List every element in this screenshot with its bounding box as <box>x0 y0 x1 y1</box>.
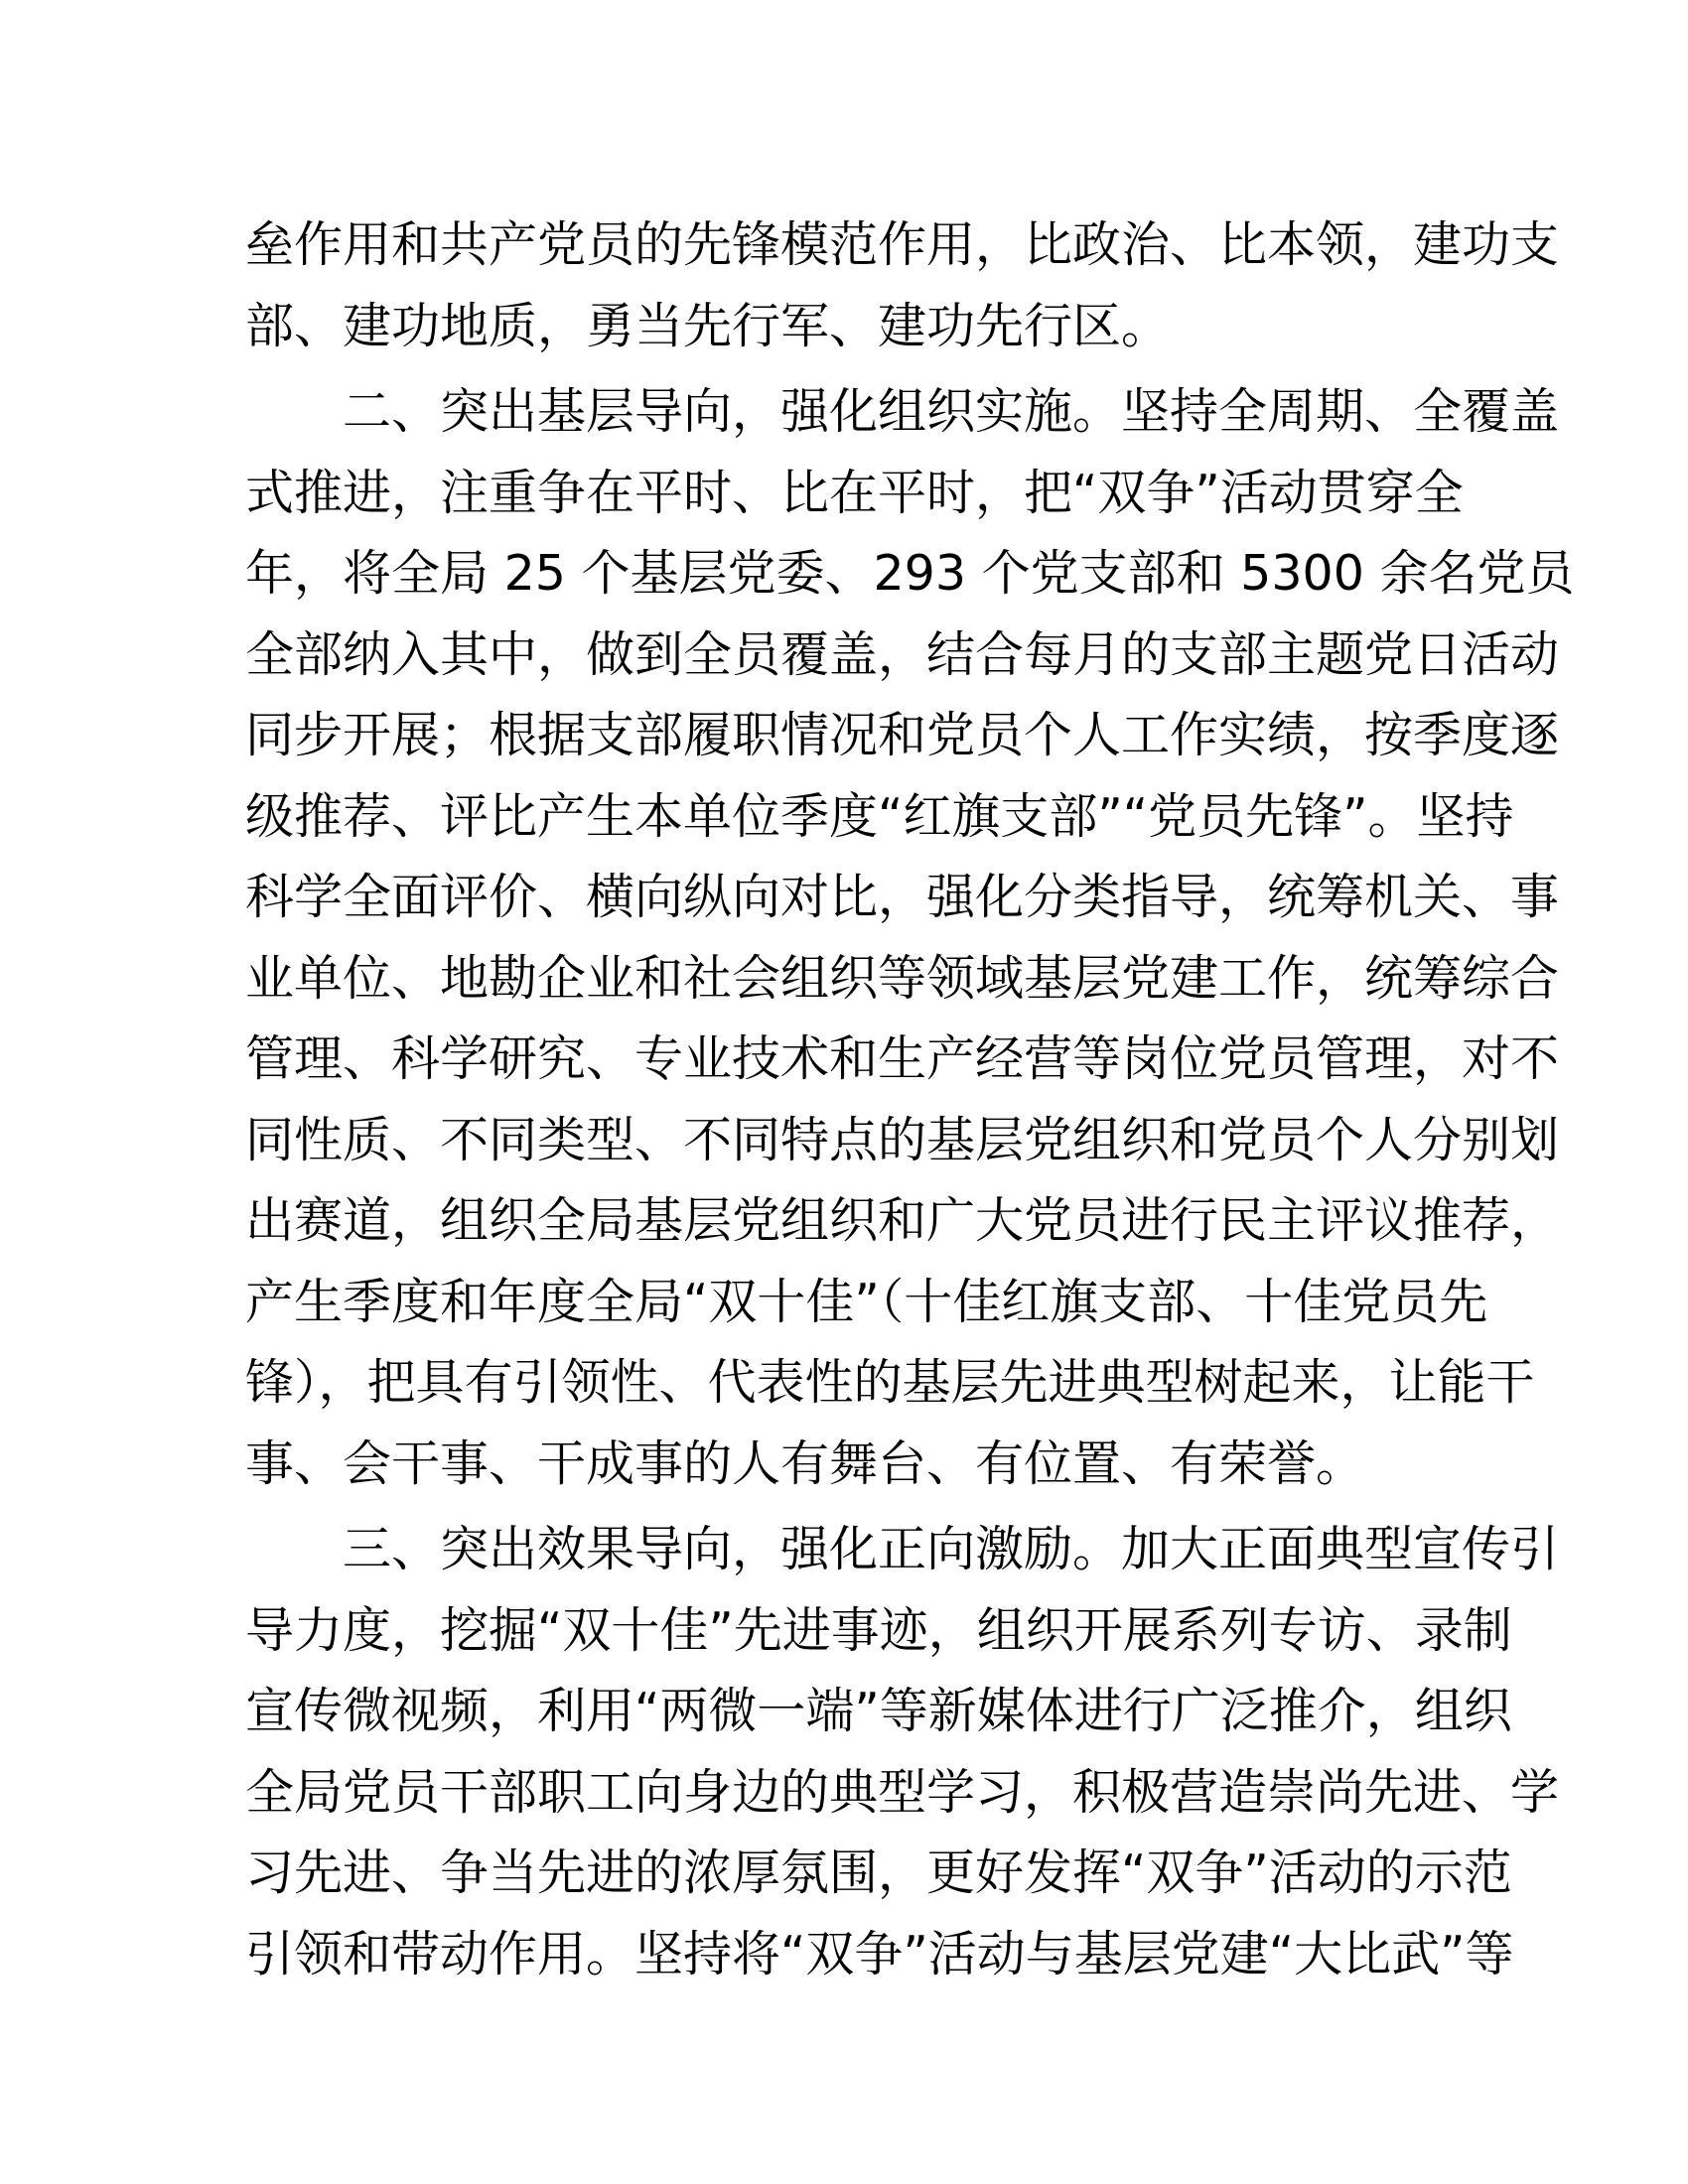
text-line: 导力度，挖掘“双十佳”先进事迹，组织开展系列专访、录制 <box>245 1601 1512 1659</box>
text-line: 全部纳入其中，做到全员覆盖，结合每月的支部主题党日活动 <box>245 625 1560 683</box>
text-line: 垒作用和共产党员的先锋模范作用，比政治、比本领，建功支 <box>245 216 1560 273</box>
paragraph-3 <box>245 1509 1560 1994</box>
text-line: 出赛道，组织全局基层党组织和广大党员进行民主评议推荐， <box>245 1192 1560 1249</box>
text-line: 三、突出效果导向，强化正向激励。加大正面典型宣传引 <box>343 1521 1560 1577</box>
text-line: 式推进，注重争在平时、比在平时，把“双争”活动贯穿全 <box>245 464 1464 521</box>
text-line: 引领和带动作用。坚持将“双争”活动与基层党建“大比武”等 <box>245 1925 1514 1982</box>
text-line: 年，将全局 25 个基层党委、293 个党支部和 5300 余名党员 <box>245 545 1575 602</box>
text-line: 科学全面评价、横向纵向对比，强化分类指导，统筹机关、事 <box>245 869 1560 925</box>
text-line: 事、会干事、干成事的人有舞台、有位置、有荣誉。 <box>245 1434 1365 1492</box>
document-page <box>245 205 1575 1994</box>
text-line: 同步开展；根据支部履职情况和党员个人工作实绩，按季度逐 <box>245 707 1560 763</box>
text-line: 产生季度和年度全局“双十佳”（十佳红旗支部、十佳党员先 <box>245 1273 1488 1330</box>
text-line: 业单位、地勘企业和社会组织等领域基层党建工作，统筹综合 <box>245 949 1560 1007</box>
text-line: 宣传微视频，利用“两微一端”等新媒体进行广泛推介，组织 <box>245 1683 1512 1739</box>
text-line: 二、突出基层导向，强化组织实施。坚持全周期、全覆盖 <box>343 383 1560 440</box>
text-line: 锋），把具有引领性、代表性的基层先进典型树起来，让能干 <box>245 1354 1535 1411</box>
text-line: 同性质、不同类型、不同特点的基层党组织和党员个人分别划 <box>245 1111 1560 1168</box>
text-line: 级推荐、评比产生本单位季度“红旗支部”“党员先锋”。坚持 <box>245 787 1514 845</box>
text-line: 部、建功地质，勇当先行军、建功先行区。 <box>245 297 1171 354</box>
paragraph-1-continued <box>245 205 1560 366</box>
text-line: 习先进、争当先进的浓厚氛围，更好发挥“双争”活动的示范 <box>245 1844 1512 1901</box>
paragraph-2 <box>245 371 1575 1504</box>
text-line: 全局党员干部职工向身边的典型学习，积极营造崇尚先进、学 <box>245 1763 1560 1821</box>
text-line: 管理、科学研究、专业技术和生产经营等岗位党员管理，对不 <box>245 1030 1560 1087</box>
